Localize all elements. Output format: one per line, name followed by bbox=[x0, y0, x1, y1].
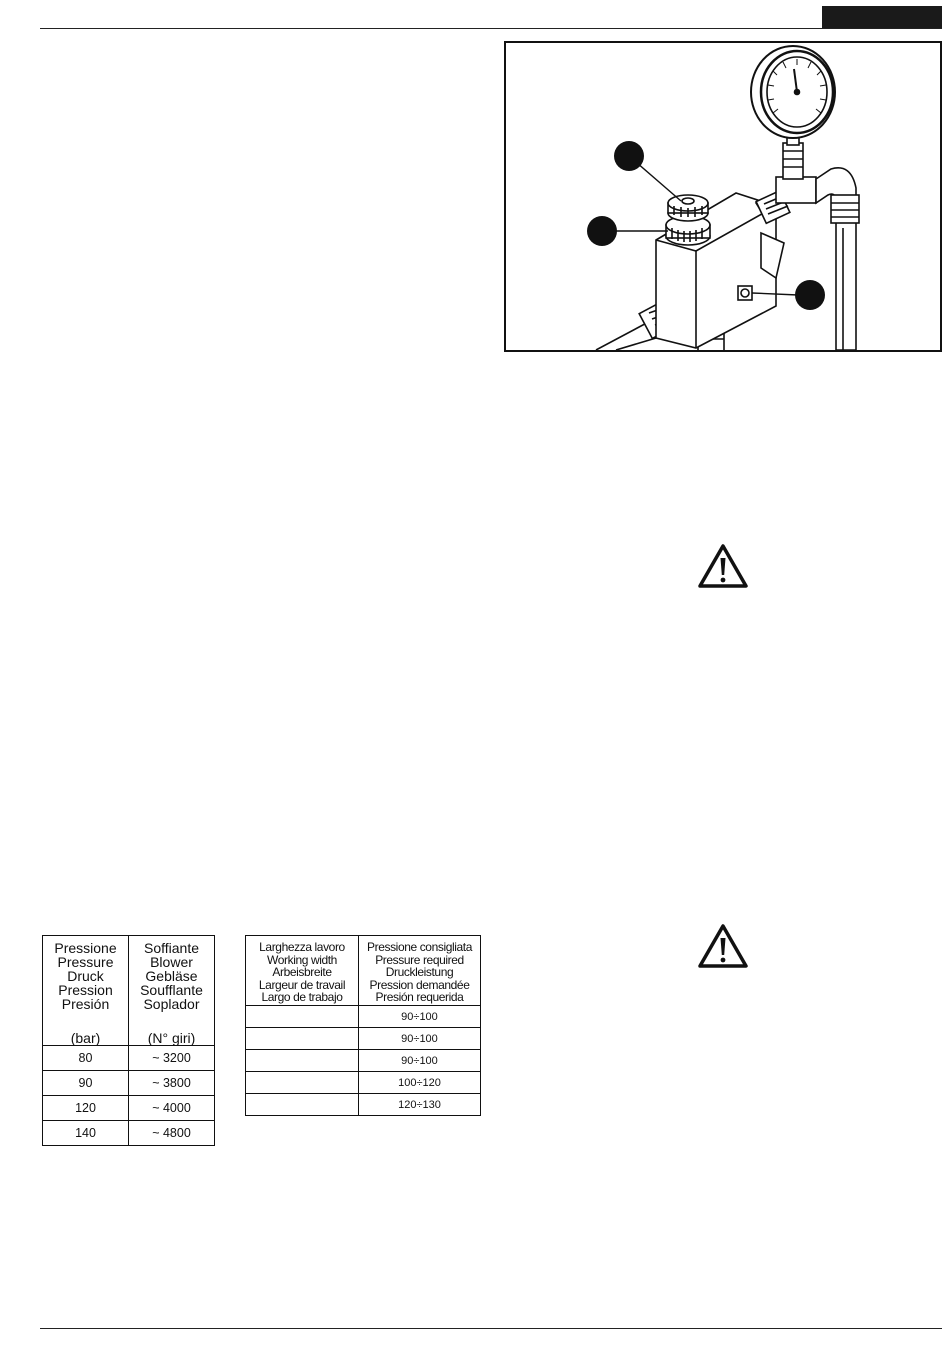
blower-unit: (N° giri) bbox=[147, 1030, 196, 1046]
blower-speed-table bbox=[42, 935, 215, 1146]
table-row bbox=[246, 1094, 481, 1116]
table-row bbox=[43, 1046, 215, 1071]
working-width-header: Larghezza lavoro Working width Arbeisbreite Largeur de travail Largo de trabajo bbox=[246, 936, 359, 1006]
pressure-cell: 90 bbox=[43, 1071, 129, 1096]
table-row bbox=[43, 1096, 215, 1121]
width-cell bbox=[246, 1094, 359, 1116]
pressure-cell: 140 bbox=[43, 1121, 129, 1146]
blower-header: Soffiante Blower Gebläse Soufflante Soplador (N° giri) bbox=[129, 936, 215, 1046]
callout-dot-middle bbox=[587, 216, 617, 246]
width-cell bbox=[246, 1028, 359, 1050]
footer-rule bbox=[40, 1328, 942, 1329]
callout-dot-right bbox=[795, 280, 825, 310]
pressure-required-cell: 100÷120 bbox=[359, 1072, 481, 1094]
table-header-row bbox=[43, 936, 215, 1046]
pressure-cell: 80 bbox=[43, 1046, 129, 1071]
pressure-unit: (bar) bbox=[70, 1030, 101, 1046]
pressure-required-cell: 90÷100 bbox=[359, 1028, 481, 1050]
blower-cell: ~ 4800 bbox=[129, 1121, 215, 1146]
pressure-required-cell: 90÷100 bbox=[359, 1006, 481, 1028]
valve-figure bbox=[504, 41, 942, 352]
table-row bbox=[246, 1072, 481, 1094]
table-row bbox=[43, 1071, 215, 1096]
pressure-required-header: Pressione consigliata Pressure required Druckleistung Pression demandée Presión requerida bbox=[359, 936, 481, 1006]
table-row bbox=[246, 1050, 481, 1072]
table-row bbox=[246, 1028, 481, 1050]
section-tab bbox=[822, 6, 942, 28]
table-row bbox=[43, 1121, 215, 1146]
pressure-required-cell: 120÷130 bbox=[359, 1094, 481, 1116]
callout-dot-top bbox=[614, 141, 644, 171]
pressure-required-cell: 90÷100 bbox=[359, 1050, 481, 1072]
table-header-row bbox=[246, 936, 481, 1006]
blower-cell: ~ 3800 bbox=[129, 1071, 215, 1096]
width-cell bbox=[246, 1006, 359, 1028]
working-width-table bbox=[245, 935, 481, 1116]
pressure-header: Pressione Pressure Druck Pression Presión (bar) bbox=[43, 936, 129, 1046]
warning-triangle-icon bbox=[697, 543, 749, 589]
warning-triangle-icon bbox=[697, 923, 749, 969]
blower-cell: ~ 4000 bbox=[129, 1096, 215, 1121]
width-cell bbox=[246, 1050, 359, 1072]
header-rule bbox=[40, 28, 942, 29]
pressure-cell: 120 bbox=[43, 1096, 129, 1121]
blower-cell: ~ 3200 bbox=[129, 1046, 215, 1071]
width-cell bbox=[246, 1072, 359, 1094]
table-row bbox=[246, 1006, 481, 1028]
